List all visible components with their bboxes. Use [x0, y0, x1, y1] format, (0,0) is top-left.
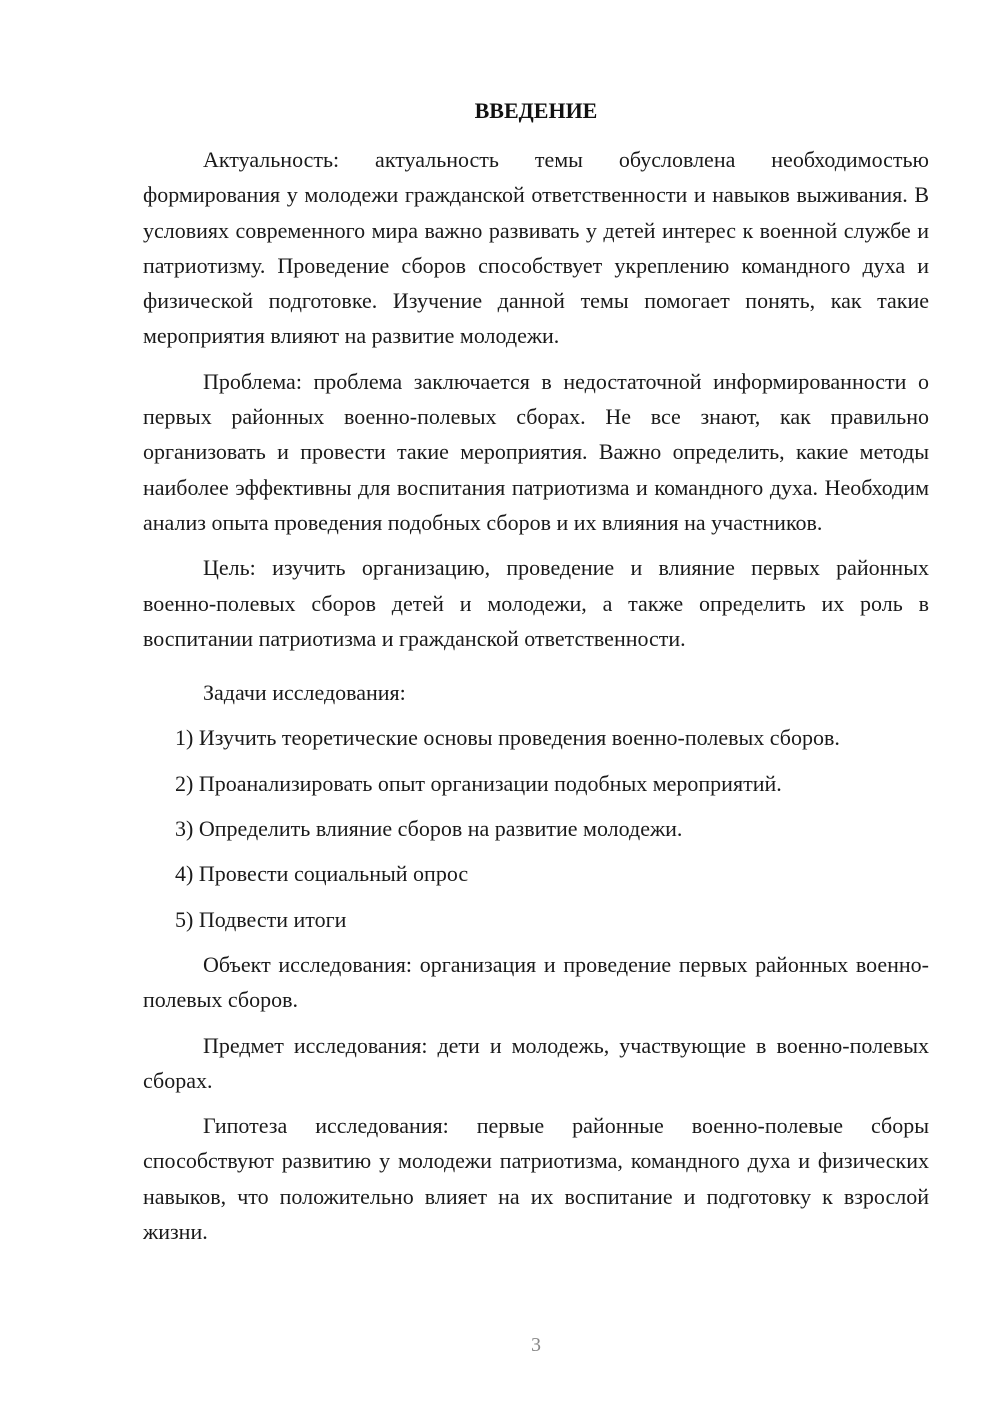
paragraph-subject: Предмет исследования: дети и молодежь, участвующие в военно-полевых сборах. [143, 1032, 929, 1093]
paragraph-hypothesis: Гипотеза исследования: первые районные военно-полевые сборы способствуют развитию у молодежи патриотизма, командного духа и физических навыков, что положительно влияет на их воспитание и подготовку к взрослой жизни. [143, 1113, 929, 1245]
paragraph-problem: Проблема: проблема заключается в недостаточной информированности о первых районных военно-полевых сборах. Не все знают, как правильно организовать и провести такие мероприятия. Важно определить, какие методы наиболее эффективны для воспитания патриотизма и командного духа. Необходим анализ опыта проведения подобных сборов и их влияния на участников. [143, 368, 929, 535]
tasks-heading: Задачи исследования: [203, 680, 406, 706]
tasks-list [143, 720, 929, 936]
paragraph-object: Объект исследования: организация и проведение первых районных военно-полевых сборов. [143, 951, 929, 1013]
section-heading: ВВЕДЕНИЕ [474, 98, 598, 123]
task-item: 2) Проанализировать опыт организации подобных мероприятий. [175, 770, 782, 796]
task-item: 4) Провести социальный опрос [175, 861, 469, 887]
task-item: 1) Изучить теоретические основы проведения военно-полевых сборов. [175, 725, 840, 751]
task-item: 3) Определить влияние сборов на развитие молодежи. [175, 816, 683, 842]
paragraph-relevance: Актуальность: актуальность темы обусловлена необходимостью формирования у молодежи гражданской ответственности и навыков выживания. В условиях современного мира важно развивать у детей интерес к военной службе и патриотизму. Проведение сборов способствует укреплению командного духа и физической подготовке. Изучение данной темы помогает понять, как такие мероприятия влияют на развитие молодежи. [143, 147, 929, 349]
document-body [143, 142, 929, 1249]
task-item: 5) Подвести итоги [175, 906, 347, 932]
paragraph-goal: Цель: изучить организацию, проведение и влияние первых районных военно-полевых сборов детей и молодежи, а также определить их роль в воспитании патриотизма и гражданской ответственности. [143, 555, 929, 651]
page-number: 3 [531, 1334, 541, 1356]
